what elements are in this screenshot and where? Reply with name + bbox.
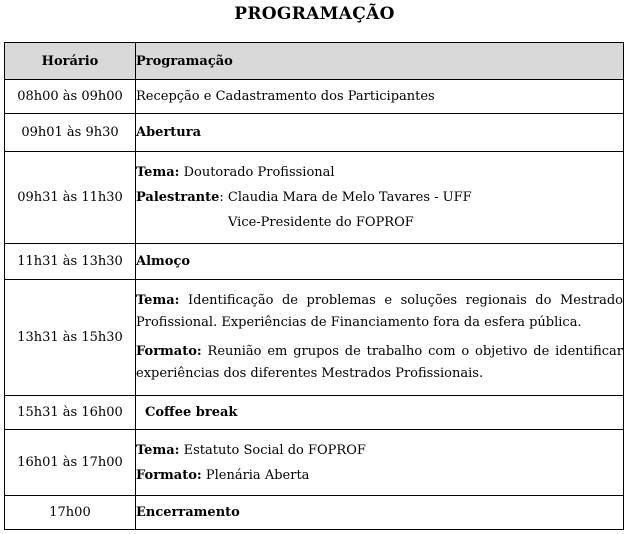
row-time: 08h00 às 09h00 <box>5 80 136 114</box>
header-program: Programação <box>136 43 624 80</box>
table-row <box>5 114 624 152</box>
row-program: Abertura <box>136 114 624 152</box>
formato-label: Formato: <box>136 467 202 483</box>
tema-label: Tema: <box>136 165 180 180</box>
palestrante-value: : Claudia Mara de Melo Tavares - UFF <box>219 190 472 205</box>
table-row <box>5 396 624 430</box>
table-row <box>5 280 624 396</box>
table-row <box>5 80 624 114</box>
header-time: Horário <box>5 43 136 80</box>
table-row <box>5 152 624 244</box>
table-row <box>5 430 624 496</box>
row-time: 17h00 <box>5 496 136 530</box>
row-program: Coffee break <box>136 396 624 430</box>
row-program: Recepção e Cadastramento dos Participantes <box>136 80 624 114</box>
page-title: PROGRAMAÇÃO <box>234 4 395 24</box>
schedule-table <box>4 42 624 530</box>
table-header-row <box>5 43 624 80</box>
row-time: 13h31 às 15h30 <box>5 280 136 396</box>
formato-value: Plenária Aberta <box>205 467 310 483</box>
tema-value: Doutorado Profissional <box>183 165 335 180</box>
table-row <box>5 496 624 530</box>
row-time: 15h31 às 16h00 <box>5 396 136 430</box>
row-time: 11h31 às 13h30 <box>5 244 136 280</box>
formato-label: Formato: <box>136 344 202 359</box>
row-program: Encerramento <box>136 496 624 530</box>
table-row <box>5 244 624 280</box>
tema-value: Identificação de problemas e soluções regionais do Mestrado Profissional. Experiências de Financiamento fora da esfera pública. <box>136 293 623 330</box>
row-program <box>136 280 624 396</box>
row-program: Almoço <box>136 244 624 280</box>
palestrante-label: Palestrante <box>136 190 220 205</box>
tema-value: Estatuto Social do FOPROF <box>183 442 366 458</box>
tema-label: Tema: <box>136 442 180 458</box>
row-time: 16h01 às 17h00 <box>5 430 136 496</box>
row-time: 09h01 às 9h30 <box>5 114 136 152</box>
speaker-role: Vice-Presidente do FOPROF <box>228 215 414 230</box>
row-program <box>136 430 624 496</box>
tema-label: Tema: <box>136 293 180 308</box>
row-time: 09h31 às 11h30 <box>5 152 136 244</box>
row-program <box>136 152 624 244</box>
formato-value: Reunião em grupos de trabalho com o objetivo de identificar experiências dos diferentes Mestrados Profissionais. <box>136 344 623 381</box>
